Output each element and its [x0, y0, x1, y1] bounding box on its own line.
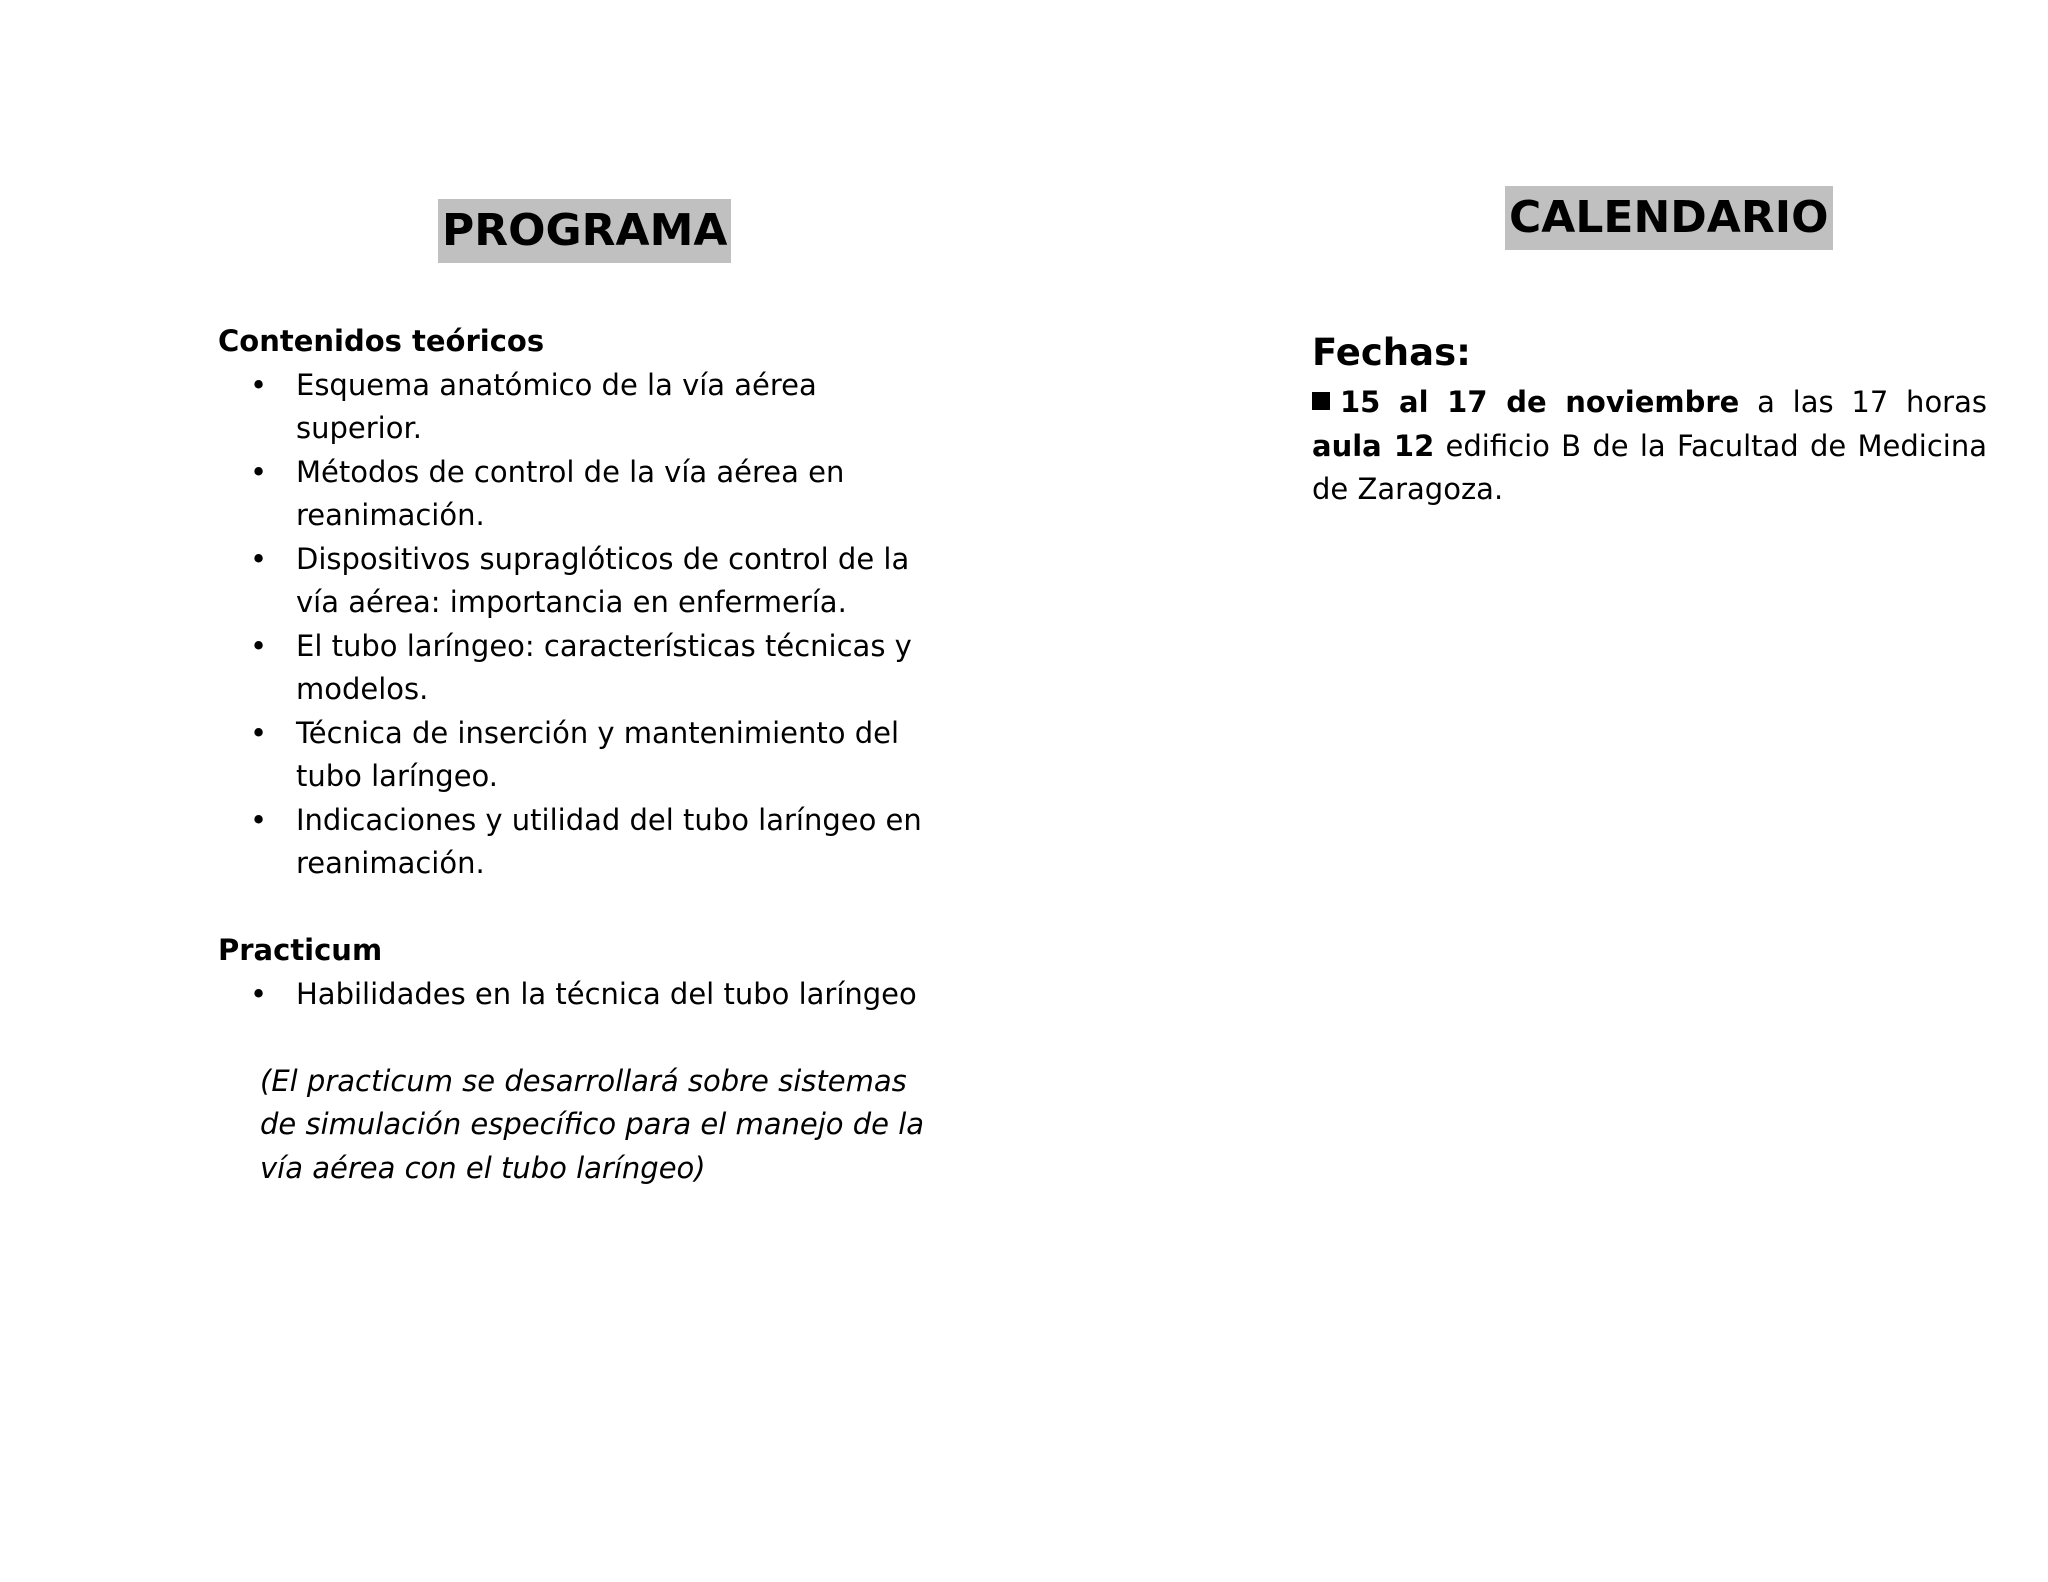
location-text: edificio B de la Facultad de Medicina de Zaragoza.: [1312, 428, 1987, 506]
list-item: [250, 712, 938, 799]
list-item-text: Métodos de control de la vía aérea en reanimación.: [296, 454, 845, 532]
teoricos-heading: Contenidos teóricos: [218, 324, 545, 358]
list-item: [250, 973, 938, 1017]
practicum-heading: Practicum: [218, 933, 383, 967]
list-item: [250, 538, 938, 625]
calendario-column: [1312, 327, 1987, 512]
calendario-title: CALENDARIO: [1505, 186, 1833, 250]
list-item-text: Técnica de inserción y mantenimiento del tubo laríngeo.: [296, 715, 900, 793]
bullet-icon: •: [250, 715, 268, 750]
list-item-text: Indicaciones y utilidad del tubo laríngeo en reanimación.: [296, 802, 922, 880]
programa-column: [218, 320, 938, 1190]
bullet-icon: •: [250, 628, 268, 663]
list-item: [250, 799, 938, 886]
programa-title: PROGRAMA: [438, 199, 731, 263]
dates-text: 15 al 17 de noviembre: [1340, 385, 1740, 419]
square-bullet-icon: [1312, 392, 1330, 410]
section-spacer: [218, 886, 938, 930]
bullet-icon: •: [250, 367, 268, 402]
teoricos-list: [218, 364, 938, 886]
bullet-icon: •: [250, 802, 268, 837]
list-item: [250, 451, 938, 538]
bullet-icon: •: [250, 976, 268, 1011]
list-item-text: El tubo laríngeo: características técnicas y modelos.: [296, 628, 912, 706]
bullet-icon: •: [250, 541, 268, 576]
list-item-text: Habilidades en la técnica del tubo laríngeo: [296, 976, 917, 1011]
time-text: a las 17 horas: [1757, 385, 1987, 419]
section-spacer: [218, 1016, 938, 1060]
bullet-icon: •: [250, 454, 268, 489]
practicum-list: [218, 973, 938, 1017]
list-item: [250, 625, 938, 712]
list-item: [250, 364, 938, 451]
fechas-label: Fechas:: [1312, 331, 1471, 374]
practicum-note: (El practicum se desarrollará sobre sistemas de simulación específico para el manejo de la vía aérea con el tubo laríngeo): [260, 1063, 925, 1185]
list-item-text: Esquema anatómico de la vía aérea superior.: [296, 367, 817, 445]
list-item-text: Dispositivos supraglóticos de control de la vía aérea: importancia en enfermería.: [296, 541, 910, 619]
aula-text: aula 12: [1312, 428, 1435, 463]
fechas-text: [1312, 381, 1987, 512]
